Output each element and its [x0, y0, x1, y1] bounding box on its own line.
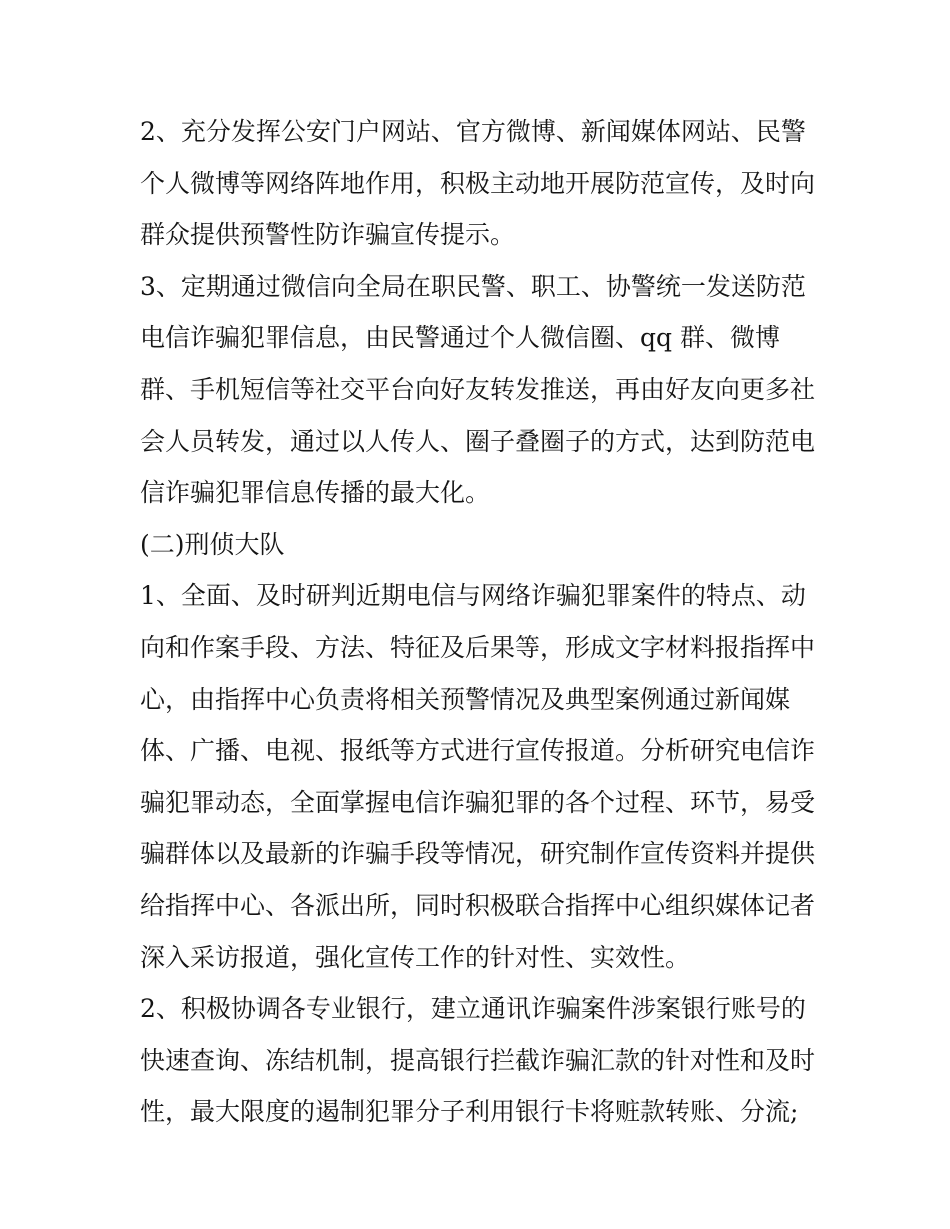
document-body — [140, 106, 820, 1138]
text-line: 群、手机短信等社交平台向好友转发推送，再由好友向更多社 — [140, 374, 816, 404]
text-line: 2、积极协调各专业银行，建立通讯诈骗案件涉案银行账号的 — [140, 994, 806, 1024]
text-line: 2、充分发挥公安门户网站、官方微博、新闻媒体网站、民警 — [140, 117, 806, 146]
text-line: 体、广播、电视、报纸等方式进行宣传报道。分析研究电信诈 — [140, 736, 816, 766]
text-line: 电信诈骗犯罪信息，由民警通过个人微信圈、qq 群、微博 — [140, 323, 780, 353]
text-line: 性，最大限度的遏制犯罪分子利用银行卡将赃款转账、分流; — [140, 1097, 799, 1127]
text-line: 向和作案手段、方法、特征及后果等，形成文字材料报指挥中 — [140, 632, 816, 662]
text-line: 心，由指挥中心负责将相关预警情况及典型案例通过新闻媒 — [140, 684, 791, 714]
text-line: 深入采访报道，强化宣传工作的针对性、实效性。 — [140, 942, 691, 972]
text-line: 信诈骗犯罪信息传播的最大化。 — [140, 478, 491, 508]
text-line: 骗群体以及最新的诈骗手段等情况，研究制作宣传资料并提供 — [140, 839, 816, 869]
text-line: 会人员转发，通过以人传人、圈子叠圈子的方式，达到防范电 — [140, 426, 816, 456]
text-line: 给指挥中心、各派出所，同时积极联合指挥中心组织媒体记者 — [140, 890, 816, 920]
text-line: 个人微博等网络阵地作用，积极主动地开展防范宣传，及时向 — [140, 168, 816, 198]
text-line: 3、定期通过微信向全局在职民警、职工、协警统一发送防范 — [140, 271, 806, 301]
text-line: 骗犯罪动态，全面掌握电信诈骗犯罪的各个过程、环节，易受 — [140, 787, 816, 817]
text-line: 群众提供预警性防诈骗宣传提示。 — [140, 220, 516, 250]
section-heading: (二)刑侦大队 — [140, 529, 285, 559]
text-line: 1、全面、及时研判近期电信与网络诈骗犯罪案件的特点、动 — [140, 581, 806, 611]
text-line: 快速查询、冻结机制，提高银行拦截诈骗汇款的针对性和及时 — [140, 1045, 816, 1075]
